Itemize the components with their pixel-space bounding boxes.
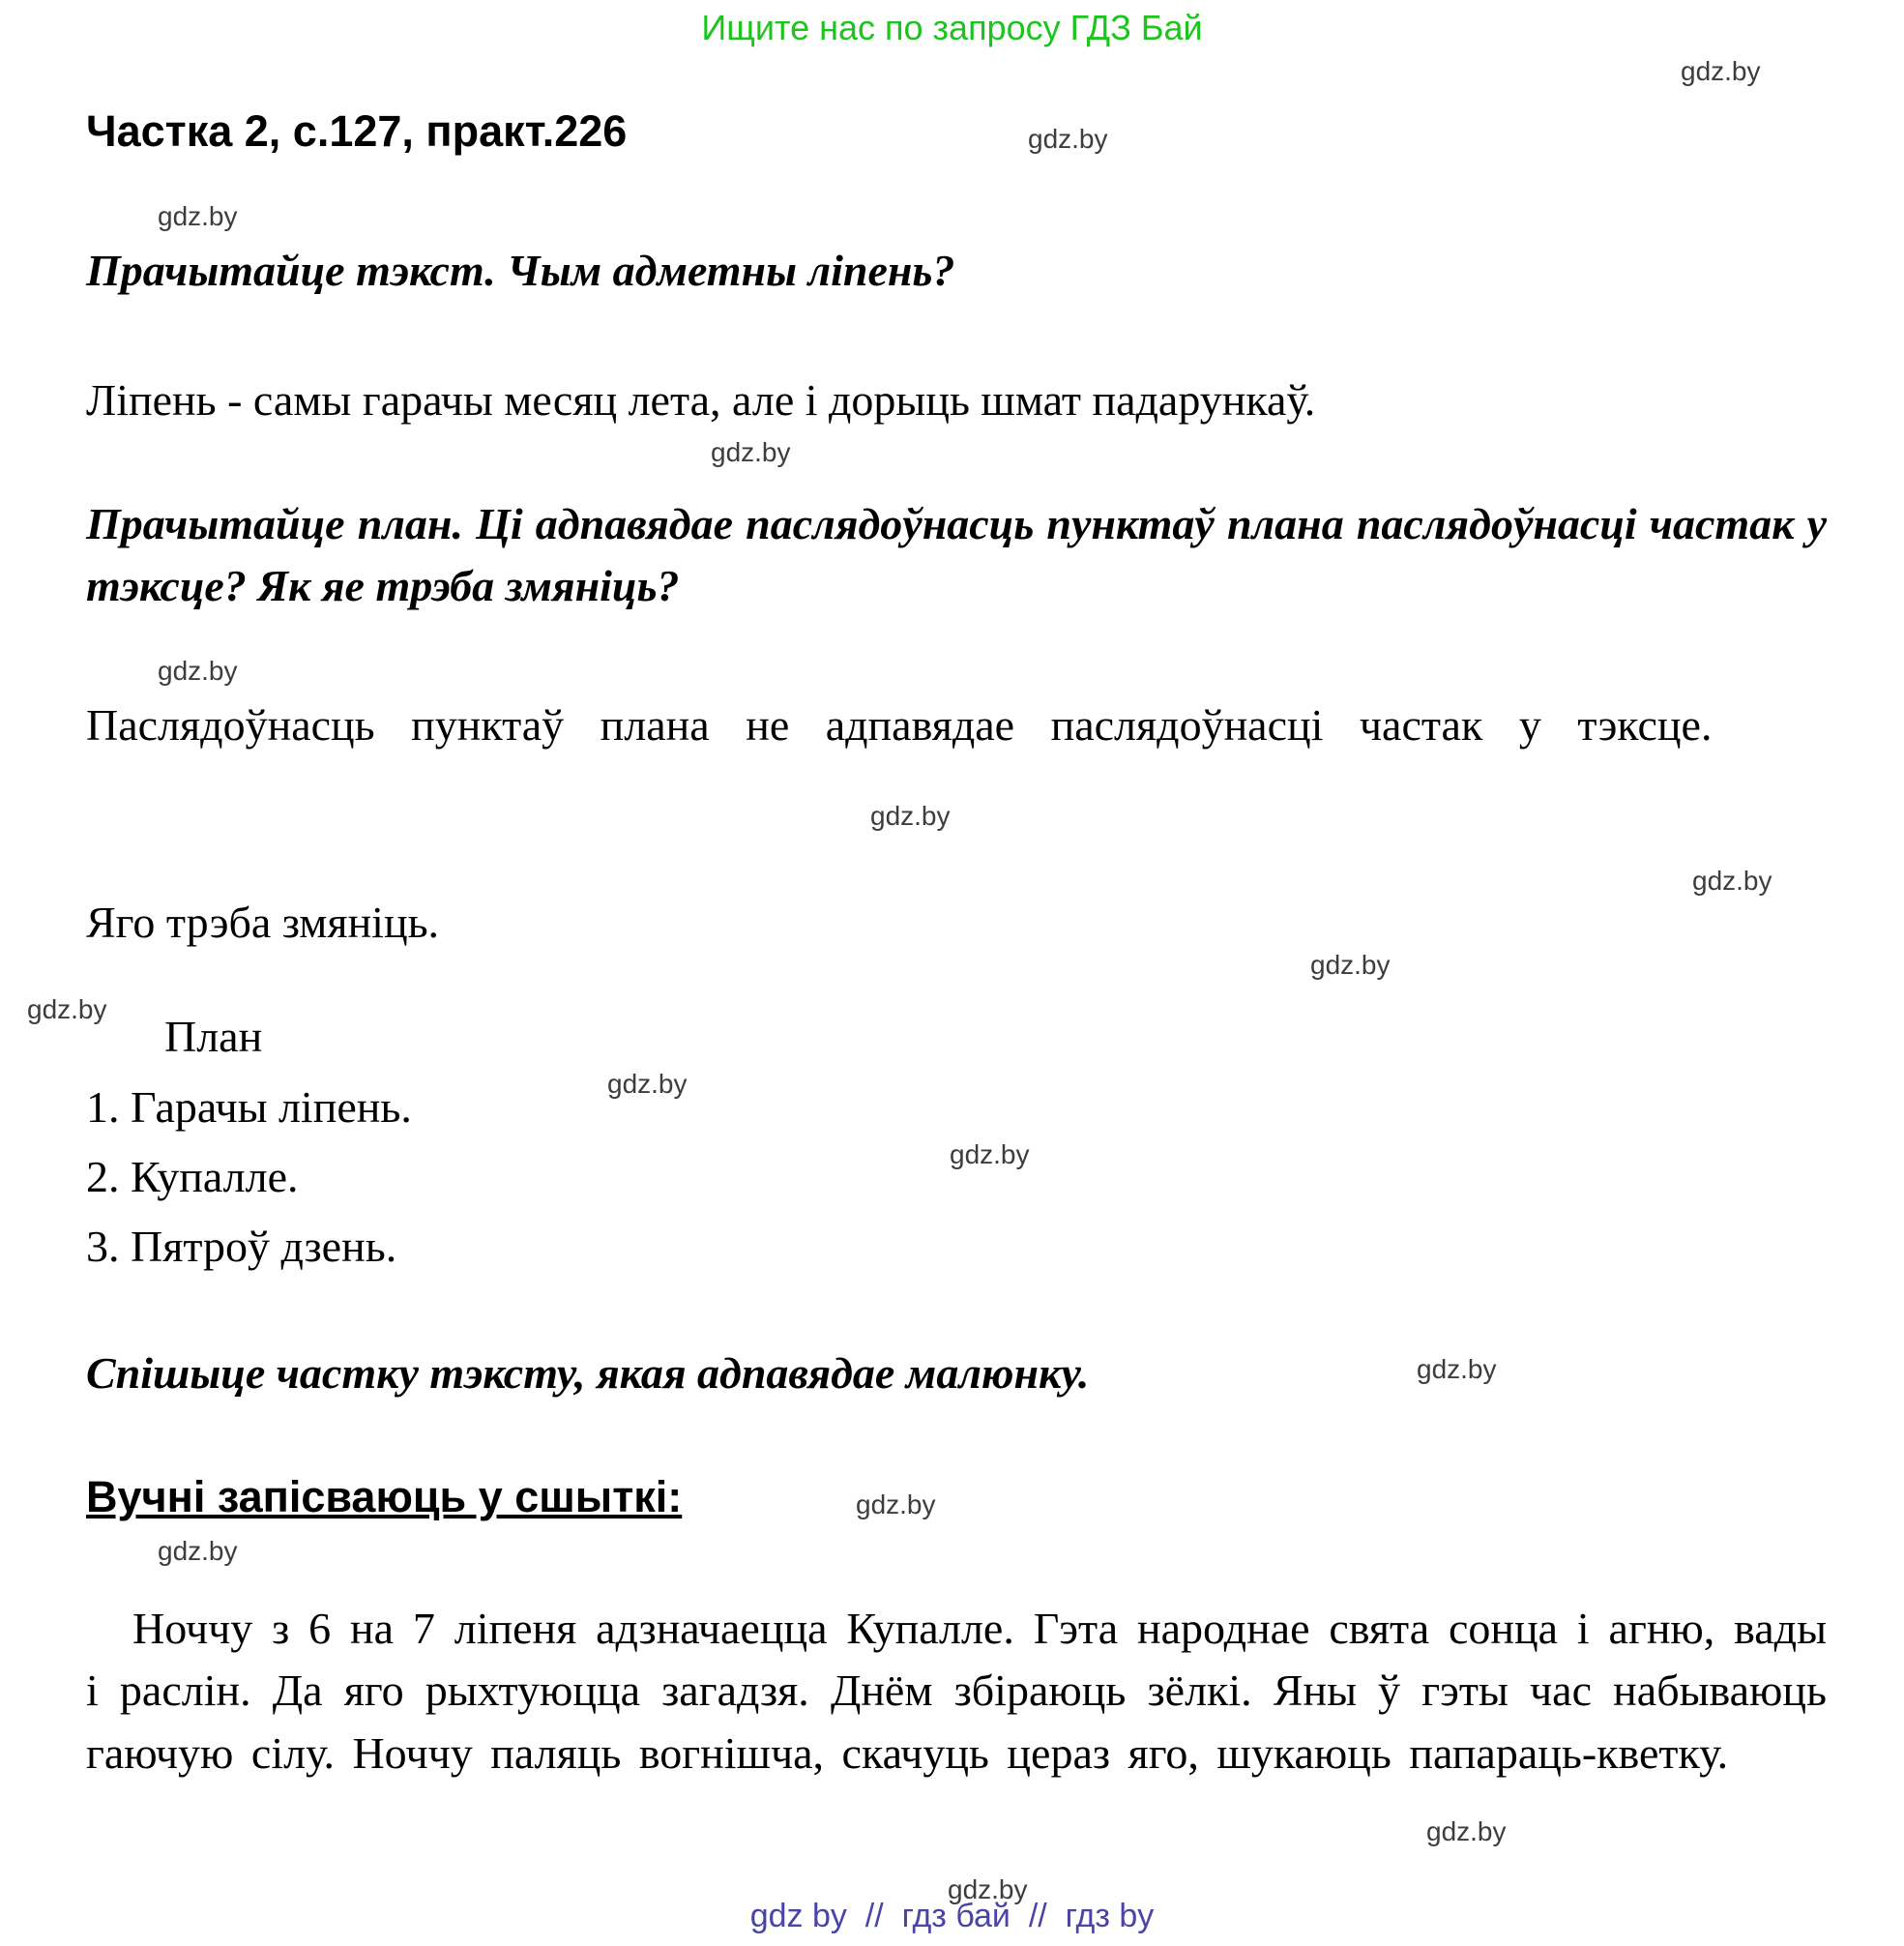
- gdz-watermark: gdz.by: [158, 201, 238, 231]
- task-2-text: Прачытайце план. Ці адпавядае паслядоўнасць пунктаў плана паслядоўнасці частак у тэксце? Як яе трэба змяніць?: [86, 499, 1827, 611]
- gdz-watermark: gdz.by: [158, 1536, 238, 1566]
- gdz-watermark: gdz.by: [1426, 1816, 1507, 1846]
- task-3-text: Спішыце частку тэксту, якая адпавядае малюнку.: [86, 1348, 1090, 1398]
- gdz-watermark: gdz.by: [711, 437, 791, 467]
- plan-item: 2. Купалле.: [86, 1152, 299, 1201]
- footer-links[interactable]: gdz by // гдз бай // гдз by: [749, 1898, 1155, 1934]
- gdz-watermark: gdz.by: [1692, 866, 1772, 896]
- answer-2b-text: Яго трэба змяніць.: [86, 898, 440, 947]
- task-1-text: Прачытайце тэкст. Чым адметны ліпень?: [86, 246, 955, 295]
- answer-2a-text: Паслядоўнасць пунктаў плана не адпавядае паслядоўнасці частак у тэксце.: [86, 700, 1713, 750]
- plan-item: 1. Гарачы ліпень.: [86, 1082, 412, 1132]
- gdz-watermark: gdz.by: [950, 1139, 1030, 1169]
- plan-item: 3. Пятроў дзень.: [86, 1222, 397, 1271]
- page-title: Частка 2, с.127, практ.226: [86, 106, 628, 156]
- gdz-watermark: gdz.by: [1681, 56, 1761, 86]
- gdz-watermark: gdz.by: [27, 994, 107, 1024]
- answer-1-text: Ліпень - самы гарачы месяц лета, але і дорыць шмат падарункаў.: [86, 375, 1316, 425]
- gdz-watermark: gdz.by: [948, 1874, 1028, 1904]
- gdz-watermark: gdz.by: [607, 1069, 688, 1099]
- gdz-watermark: gdz.by: [856, 1489, 936, 1519]
- plan-title: План: [164, 1012, 263, 1061]
- gdz-watermark: gdz.by: [158, 656, 238, 686]
- gdz-watermark: gdz.by: [1310, 950, 1391, 980]
- notebook-paragraph: Ноччу з 6 на 7 ліпеня адзначаецца Купалле. Гэта народнае свята сонца і агню, вады і раслін. Да яго рыхтуюцца загадзя. Днём збіраюць зёлкі. Яны ў гэты час набываюць гаючую сілу. Ноччу паляць вогнішча, скачуць цераз яго, шукаюць папараць-кветку.: [86, 1604, 1827, 1778]
- gdz-watermark: gdz.by: [1417, 1354, 1497, 1384]
- gdz-watermark: gdz.by: [1028, 124, 1108, 154]
- gdz-watermark: gdz.by: [870, 801, 951, 831]
- notebook-heading: Вучні запісваюць у сшыткі:: [86, 1472, 683, 1521]
- promo-banner: Ищите нас по запросу ГДЗ Бай: [701, 8, 1203, 47]
